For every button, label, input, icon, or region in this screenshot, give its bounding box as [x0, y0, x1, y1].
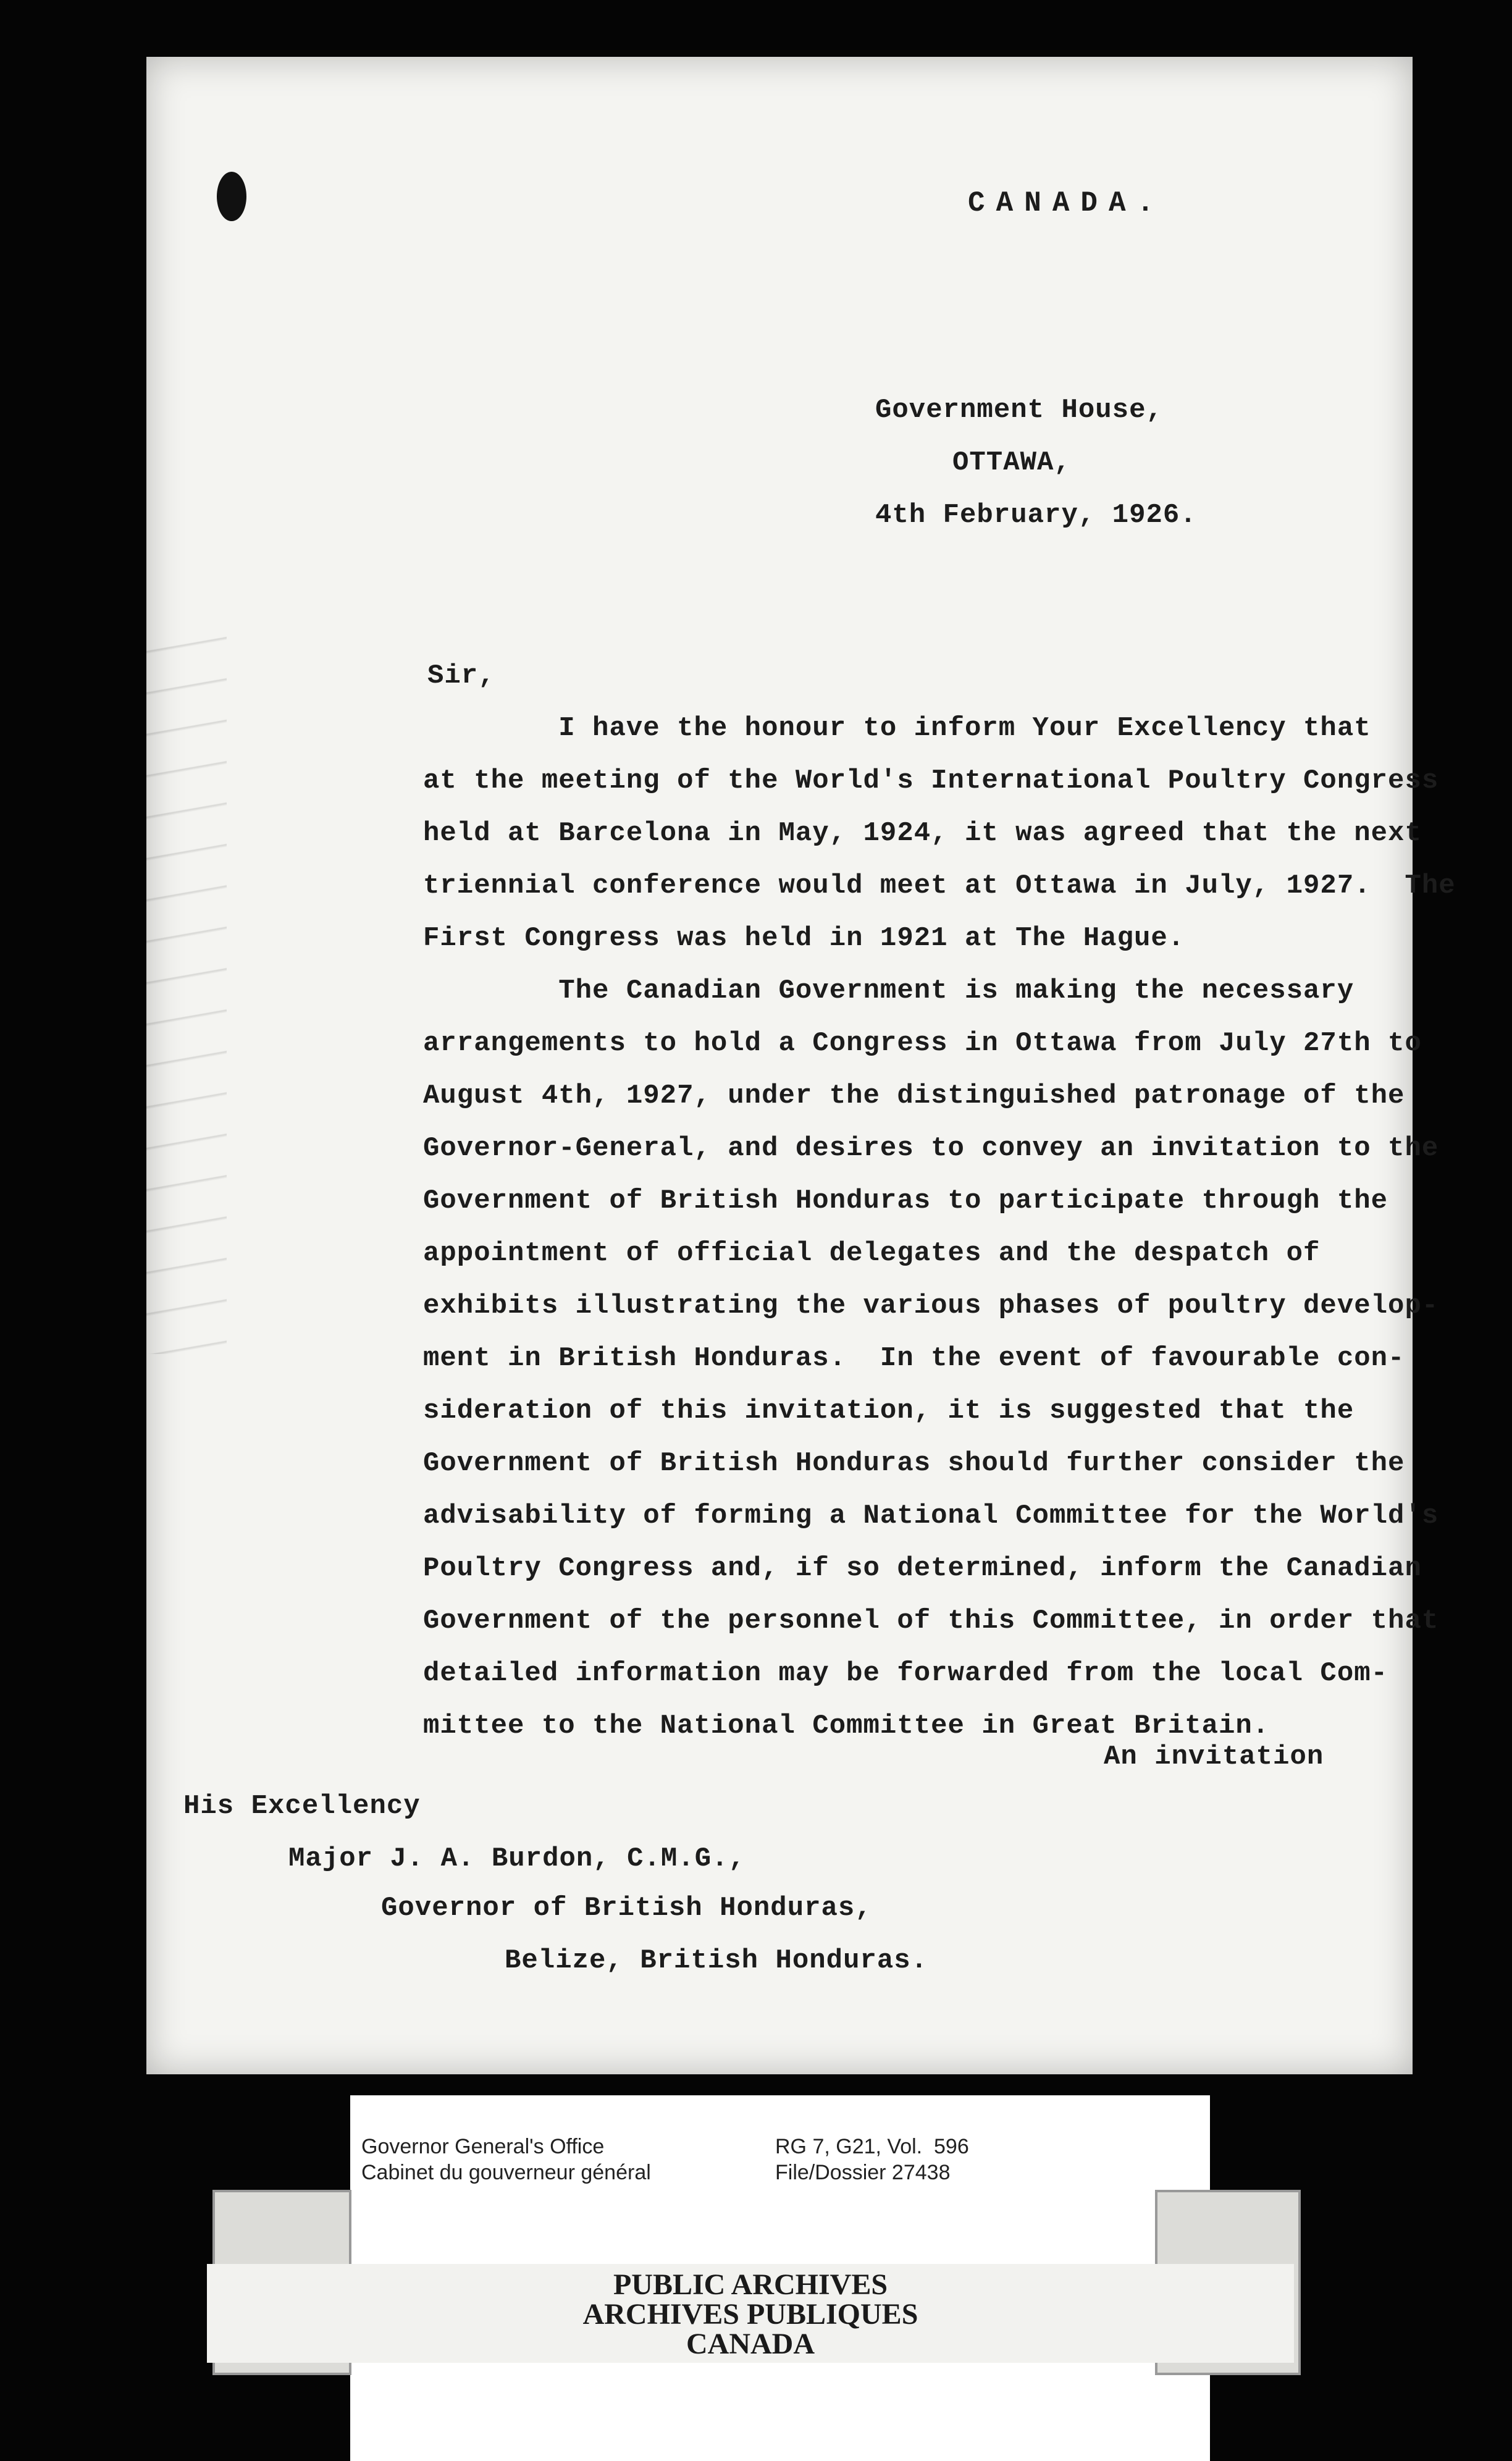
body-line: Government of British Honduras should further consider the: [423, 1448, 1405, 1479]
letterhead-country: CANADA.: [968, 187, 1166, 219]
body-line: The Canadian Government is making the necessary: [423, 975, 1354, 1006]
recipient-line: His Excellency: [183, 1791, 421, 1822]
body-line: arrangements to hold a Congress in Ottawa from July 27th to: [423, 1028, 1422, 1059]
body-line: I have the honour to inform Your Excellency that: [423, 713, 1371, 744]
body-line: detailed information may be forwarded from the local Com-: [423, 1658, 1388, 1689]
page-continuation-catchword: An invitation: [1104, 1741, 1324, 1772]
body-line: ment in British Honduras. In the event of favourable con-: [423, 1343, 1405, 1374]
sender-address-line: OTTAWA,: [952, 447, 1071, 478]
archives-stamp-line: PUBLIC ARCHIVES: [613, 2268, 888, 2301]
body-line: sideration of this invitation, it is suggested that the: [423, 1395, 1354, 1426]
body-line: First Congress was held in 1921 at The Hague.: [423, 923, 1185, 954]
body-line: exhibits illustrating the various phases of poultry develop-: [423, 1290, 1439, 1321]
punch-hole: [217, 172, 246, 221]
body-line: at the meeting of the World's International Poultry Congress: [423, 765, 1439, 796]
recipient-line: Belize, British Honduras.: [505, 1945, 928, 1976]
letter-page: [146, 57, 1456, 2074]
file-number: File/Dossier 27438: [775, 2161, 951, 2184]
body-line: Governor-General, and desires to convey an invitation to the: [423, 1133, 1439, 1164]
margin-smudge: [146, 613, 227, 1354]
body-line: August 4th, 1927, under the distinguished patronage of the: [423, 1080, 1405, 1111]
record-group-reference: RG 7, G21, Vol. 596: [775, 2135, 969, 2158]
archives-stamp-line: CANADA: [686, 2328, 815, 2360]
archives-stamp: [207, 2264, 1294, 2363]
body-line: Government of British Honduras to participate through the: [423, 1185, 1388, 1216]
recipient-line: Governor of British Honduras,: [381, 1893, 872, 1924]
salutation: Sir,: [427, 660, 495, 691]
office-name-french: Cabinet du gouverneur général: [361, 2161, 651, 2184]
body-line: Poultry Congress and, if so determined, inform the Canadian: [423, 1553, 1422, 1584]
body-line: mittee to the National Committee in Great Britain.: [423, 1710, 1270, 1741]
archives-stamp-line: ARCHIVES PUBLIQUES: [582, 2298, 918, 2331]
recipient-line: Major J. A. Burdon, C.M.G.,: [288, 1843, 746, 1874]
body-line: advisability of forming a National Committee for the World's: [423, 1500, 1439, 1531]
body-line: triennial conference would meet at Ottawa in July, 1927. The: [423, 870, 1456, 901]
letter-date: 4th February, 1926.: [875, 500, 1197, 531]
office-name-english: Governor General's Office: [361, 2135, 605, 2158]
body-line: Government of the personnel of this Committee, in order that: [423, 1605, 1439, 1636]
body-line: held at Barcelona in May, 1924, it was agreed that the next: [423, 818, 1422, 849]
body-line: appointment of official delegates and the despatch of: [423, 1238, 1321, 1269]
sender-address-line: Government House,: [875, 395, 1163, 426]
